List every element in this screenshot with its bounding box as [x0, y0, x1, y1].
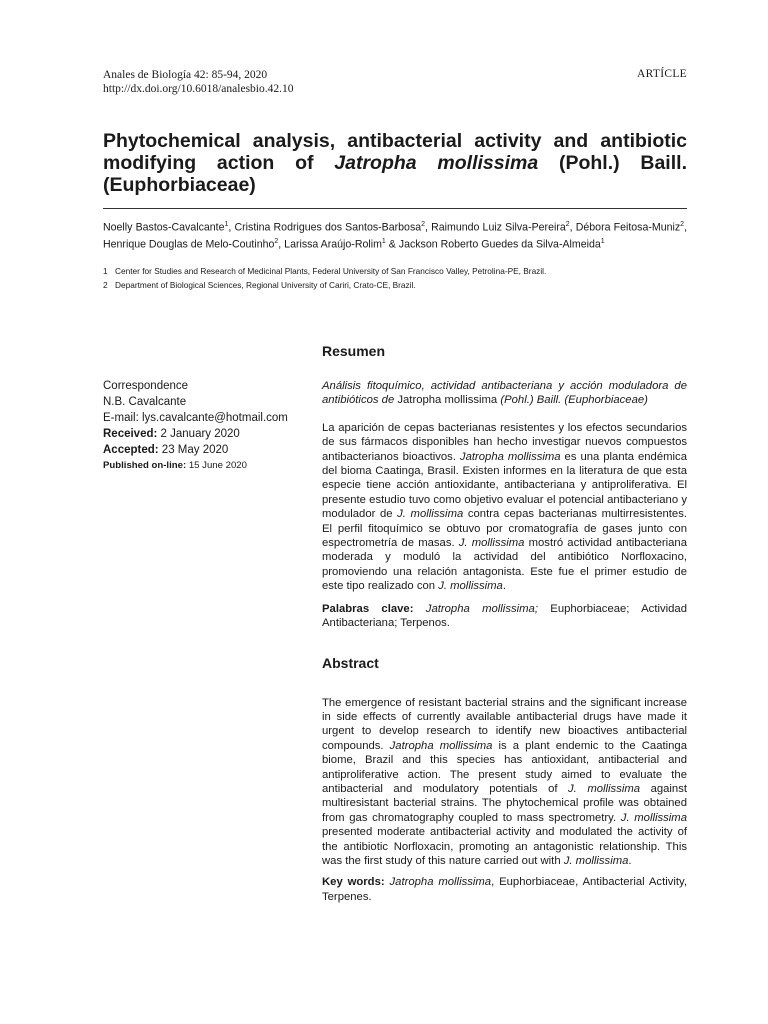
paper-title — [103, 130, 687, 196]
species-name: J. mollissima — [620, 811, 687, 824]
title-species: Jatropha mollissima — [334, 152, 539, 174]
title-divider — [103, 208, 687, 209]
author-list: Noelly Bastos-Cavalcante$^1$, Cristina Rodrigues dos Santos-Barbosa$^2$, Raimundo Luiz Silva-Pereira$^2$, Débora Feitosa-Muniz$^2$, Henrique Douglas de Melo-Coutinho$^2$, Larissa Araújo-Rolim$^1$ & Jackson Roberto Guedes da Silva-Almeida$^1$ — [103, 221, 688, 251]
author-name: Henrique Douglas de Melo-Coutinho — [103, 238, 275, 251]
author-affiliation-mark: 2 — [421, 221, 426, 228]
correspondence-email-line: E-mail: lys.cavalcante@hotmail.com — [103, 412, 288, 424]
text-run: es una planta endémica del bioma Caatinga, Brasil. Existen informes en la literatura de que esta especie tiene acción antioxidante, antibacteriana y antiproliferativa. El presente estudio tuvo como objetivo evaluar el potencial antibacteriano y modulador de — [322, 450, 687, 521]
affiliations — [103, 265, 687, 292]
email-link[interactable]: lys.cavalcante@hotmail.com — [141, 412, 288, 424]
correspondence-name: N.B. Cavalcante — [103, 396, 187, 408]
journal-citation — [103, 68, 294, 96]
correspondence-block — [103, 378, 313, 474]
text-run: against multiresistant bacterial strains. The phytochemical profile was obtained from gas chromatography coupled to mass spectrometry. — [322, 782, 687, 824]
text-run: contra cepas bacterianas multirresistentes. El perfil fitoquímico se obtuvo por cromatografía de gases junto con espectrometría de masas. — [322, 508, 687, 550]
text-run: is a plant endemic to the Caatinga biome, Brazil and this species has antioxidant, antibacterial and antiproliferative action. The present study aimed to evaluate the antibacterial and modulatory potentials of — [322, 739, 687, 795]
species-name: Jatropha mollissima — [389, 739, 493, 752]
title-part-2: (Pohl.) Baill. (Euphorbiaceae) — [103, 152, 687, 196]
journal-line: Anales de Biología 42: 85-94, 2020 — [103, 69, 268, 81]
author-name: Raimundo Luiz Silva-Pereira — [431, 221, 566, 234]
published-date: Published on-line: 15 June 2020 — [103, 460, 247, 471]
correspondence-heading: Correspondence — [103, 380, 189, 392]
author-affiliation-mark: 2 — [565, 221, 570, 228]
author-name: Cristina Rodrigues dos Santos-Barbosa — [234, 221, 422, 234]
key-words: Key words: Jatropha mollissima, Euphorbiaceae, Antibacterial Activity, Terpenes. — [322, 876, 687, 903]
text-run: presented moderate antibacterial activity and modulated the activity of the antibiotic Norfloxacin, promoting an antagonistic relationship. This was the first study of this nature carried out with — [322, 826, 687, 867]
text-run: . — [502, 580, 506, 593]
abstract-text — [322, 696, 687, 869]
author-affiliation-mark: 2 — [680, 221, 685, 228]
species-name: J. mollissima — [458, 537, 525, 550]
title-part-1: Phytochemical analysis, antibacterial activity and antibiotic modifying action of — [103, 130, 687, 174]
species-name: J. mollissima — [563, 854, 629, 867]
text-run: . — [628, 854, 632, 867]
author-name: Larissa Araújo-Rolim — [284, 238, 382, 251]
doi-link[interactable]: http://dx.doi.org/10.6018/analesbio.42.10 — [103, 83, 294, 95]
text-run: La aparición de cepas bacterianas resistentes y los efectos secundarios de sus fármacos disponibles han hecho investigar nuevos compuestos antibacterianos bioactivos. — [322, 421, 687, 463]
abstract-heading: Abstract — [322, 654, 379, 671]
author-affiliation-mark: 1 — [381, 238, 386, 246]
author-name: Noelly Bastos-Cavalcante — [103, 221, 225, 234]
spanish-title: Análisis fitoquímico, actividad antibacteriana y acción moduladora de antibióticos de Jatropha mollissima (Pohl.) Baill. (Euphorbiaceae) — [322, 380, 687, 407]
species-name: Jatropha mollissima — [459, 450, 561, 463]
affiliation-1: 1 Center for Studies and Research of Medicinal Plants, Federal University of San Francisco Valley, Petrolina-PE, Brazil. — [103, 266, 547, 276]
resumen-text — [322, 421, 687, 594]
author-name: Débora Feitosa-Muniz — [575, 221, 681, 234]
text-run: The emergence of resistant bacterial strains and the significant increase in side effects of currently available antibacterial drugs have made it urgent to develop research to identify new bioactives antibacterial compounds. — [322, 696, 687, 752]
article-type-label: ARTÍCLE — [637, 68, 687, 80]
received-date: Received: 2 January 2020 — [103, 428, 240, 440]
palabras-clave: Palabras clave: Jatropha mollissima; Euphorbiaceae; Actividad Antibacteriana; Terpenos. — [322, 602, 687, 630]
author-name: Jackson Roberto Guedes da Silva-Almeida — [398, 238, 601, 251]
author-affiliation-mark: 2 — [274, 238, 279, 246]
text-run: mostró actividad antibacteriana moderada y moduló la actividad del antibiótico Norfloxacino, promoviendo una relación antagonista. Este fue el primer estudio de este tipo realizado con — [322, 537, 687, 593]
accepted-date: Accepted: 23 May 2020 — [103, 444, 229, 456]
author-affiliation-mark: 1 — [224, 221, 229, 228]
author-affiliation-mark: 1 — [600, 238, 605, 246]
species-name: J. mollissima — [397, 508, 464, 521]
affiliation-2: 2 Department of Biological Sciences, Regional University of Cariri, Crato-CE, Brazil. — [103, 279, 416, 290]
resumen-heading: Resumen — [322, 343, 386, 359]
species-name: J. mollissima — [438, 580, 503, 593]
species-name: J. mollissima — [568, 782, 641, 795]
abstract-column — [322, 342, 687, 904]
